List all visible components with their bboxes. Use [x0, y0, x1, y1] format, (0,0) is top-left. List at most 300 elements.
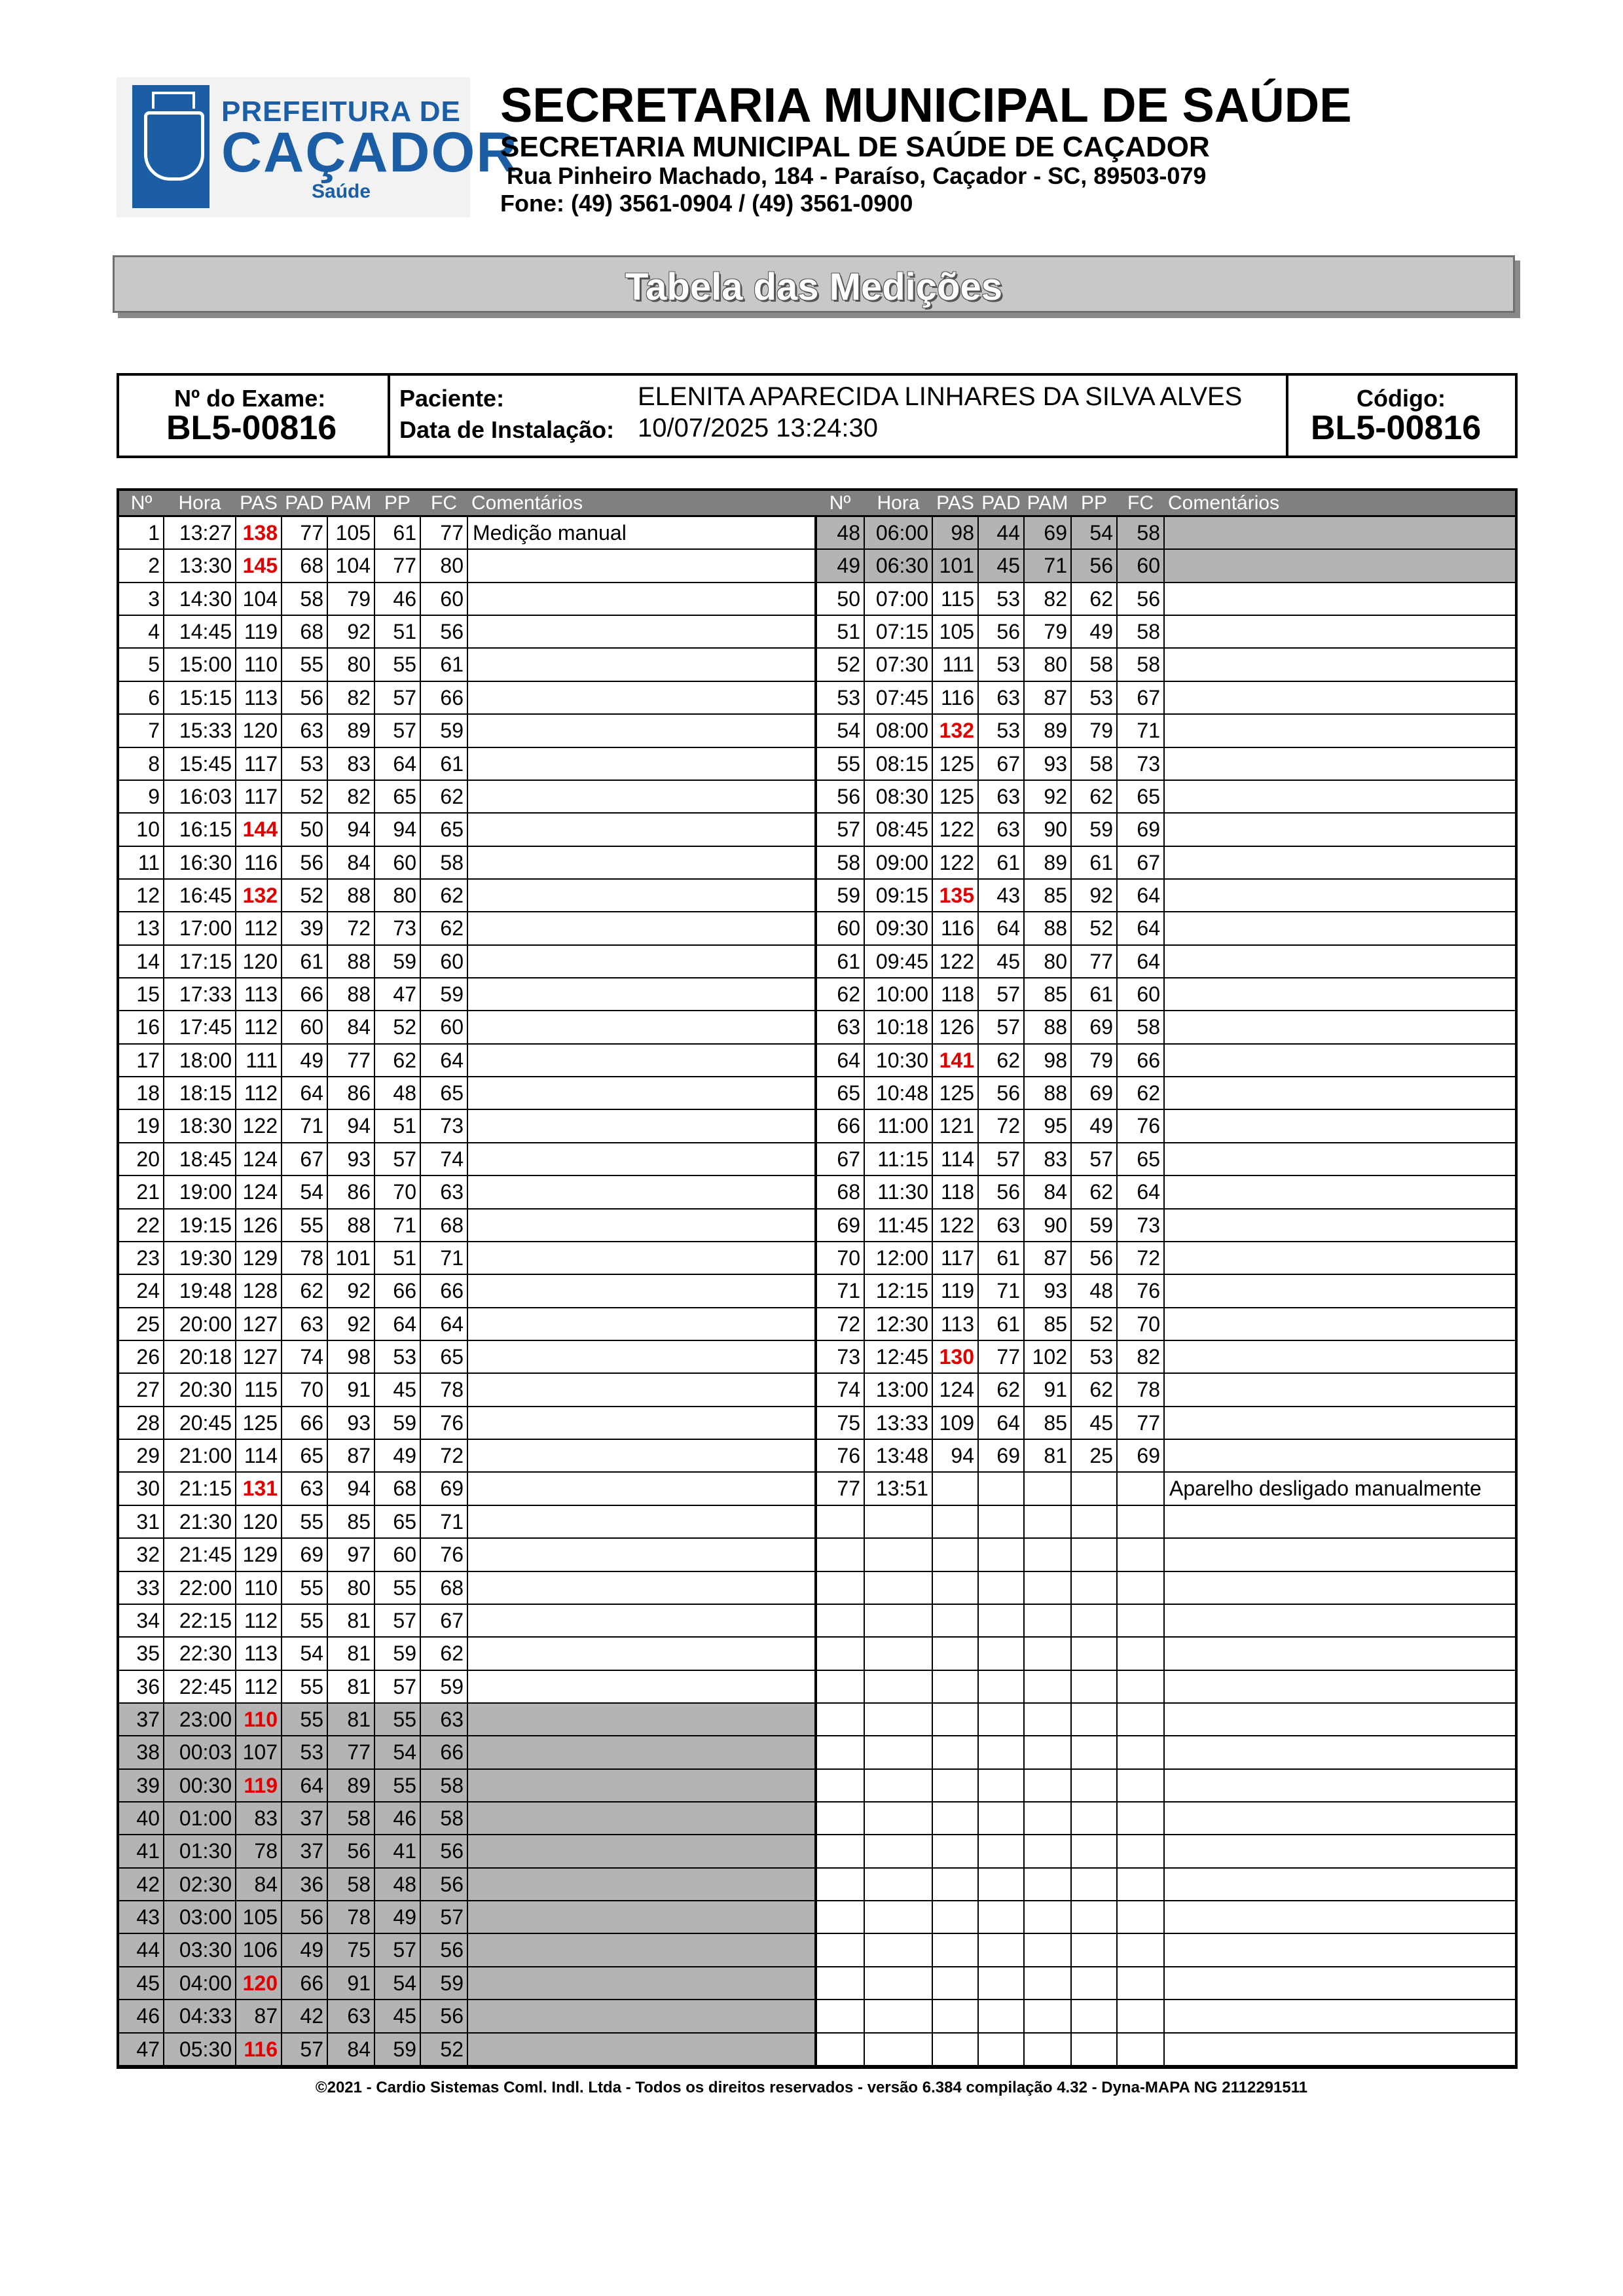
cell-pas: 122: [939, 1213, 974, 1237]
cell-pas: 114: [244, 1444, 278, 1468]
cell-number: 41: [136, 1839, 160, 1863]
cell-hora: 19:00: [179, 1180, 232, 1204]
cell-pas: 132: [939, 719, 974, 743]
cell-pad: 71: [300, 1114, 323, 1138]
cell-pas: 112: [244, 1674, 278, 1698]
cell-pas: 78: [254, 1839, 278, 1863]
cell-pam: 84: [347, 2037, 371, 2061]
cell-com: [467, 1341, 816, 1372]
cell-pas: 84: [254, 1872, 278, 1896]
cell-hora: 19:15: [179, 1213, 232, 1237]
table-row: [816, 1704, 1515, 1736]
cell-pp: 48: [1089, 1279, 1113, 1303]
cell-pas: 117: [244, 784, 278, 808]
cell-pam: 58: [347, 1806, 371, 1831]
cell-fc: 65: [440, 1081, 464, 1105]
cell-number: 56: [837, 784, 860, 808]
cell-pp: 47: [393, 982, 416, 1007]
cell-pas: 120: [242, 719, 278, 743]
cell-pad: 54: [300, 1180, 323, 1204]
cell-pp: 56: [1089, 1246, 1113, 1270]
table-row: [816, 1835, 1515, 1868]
cell-hora: 08:45: [875, 817, 928, 842]
cell-pp: 62: [393, 1048, 416, 1072]
cell-pas: 101: [939, 554, 974, 578]
cell-number: 42: [136, 1872, 160, 1896]
cell-pam: 77: [347, 1048, 371, 1072]
cell-pam: 88: [347, 883, 371, 907]
cell-pas: 138: [242, 521, 278, 545]
cell-pam: 81: [347, 1707, 371, 1731]
cell-com: [467, 1440, 816, 1471]
cell-pp: 64: [393, 1312, 416, 1336]
cell-pad: 63: [996, 784, 1020, 808]
cell-hora: 16:03: [179, 784, 232, 808]
cell-number: 44: [136, 1938, 160, 1962]
table-row: [816, 1770, 1515, 1803]
cell-pas: 115: [940, 586, 974, 611]
cell-number: 75: [837, 1410, 860, 1435]
cell-hora: 11:00: [877, 1114, 928, 1138]
column-header-fc: FC: [1127, 492, 1154, 514]
cell-hora: 13:00: [875, 1378, 928, 1402]
cell-number: 49: [837, 554, 860, 578]
cell-number: 18: [136, 1081, 160, 1105]
cell-number: 11: [137, 850, 160, 874]
cell-fc: 58: [440, 850, 464, 874]
column-header-pp: PP: [1080, 492, 1108, 514]
measurements-table: [117, 488, 1518, 2069]
cell-pam: 90: [1044, 817, 1067, 842]
cell-hora: 12:15: [875, 1279, 928, 1303]
cell-pas: 116: [244, 2037, 278, 2061]
cell-pas: 107: [242, 1740, 278, 1765]
cell-pp: 45: [393, 2004, 416, 2028]
cell-pas: 128: [242, 1279, 278, 1303]
cell-pp: 61: [1089, 850, 1113, 874]
cell-pas: 119: [940, 1279, 974, 1303]
cell-number: 70: [837, 1246, 860, 1270]
cell-pp: 53: [1089, 1345, 1113, 1369]
cell-number: 20: [136, 1147, 160, 1171]
column-header-pp: PP: [384, 492, 411, 514]
table-row: [816, 1638, 1515, 1670]
cell-com: [467, 1506, 816, 1537]
cell-fc: 60: [1137, 554, 1160, 578]
column-divider: [163, 517, 164, 2066]
cell-fc: 59: [440, 1674, 464, 1698]
table-row: [816, 583, 1515, 616]
cell-hora: 13:30: [179, 554, 232, 578]
cell-pam: 82: [347, 784, 371, 808]
cell-pam: 75: [347, 1938, 371, 1962]
cell-pad: 57: [996, 1147, 1020, 1171]
cell-pp: 45: [393, 1378, 416, 1402]
logo-line1: PREFEITURA DE: [221, 96, 461, 128]
cell-pas: 83: [254, 1806, 278, 1831]
column-header-pas: PAS: [936, 492, 974, 514]
cell-pas: 131: [242, 1477, 278, 1501]
cell-hora: 04:33: [179, 2004, 232, 2028]
cell-pp: 65: [393, 1509, 416, 1534]
cell-pas: 122: [939, 949, 974, 973]
table-row: [816, 781, 1515, 814]
cell-pp: 46: [393, 586, 416, 611]
cell-hora: 22:15: [179, 1608, 232, 1632]
cell-hora: 17:33: [179, 982, 232, 1007]
cell-hora: 03:00: [179, 1905, 232, 1929]
cell-com: [467, 1671, 816, 1702]
cell-pas: 115: [244, 1378, 278, 1402]
cell-number: 7: [148, 719, 160, 743]
cell-pad: 64: [300, 1081, 323, 1105]
cell-hora: 22:45: [179, 1674, 232, 1698]
cell-fc: 67: [1137, 850, 1160, 874]
cell-pas: 126: [242, 1213, 278, 1237]
cell-number: 35: [136, 1641, 160, 1666]
cell-pas: 135: [939, 883, 974, 907]
cell-com: [1164, 880, 1515, 911]
cell-com: [1164, 1045, 1515, 1076]
cell-pam: 97: [347, 1543, 371, 1567]
cell-pp: 79: [1089, 1048, 1113, 1072]
table-row: [816, 912, 1515, 945]
cell-number: 28: [136, 1410, 160, 1435]
cell-pas: 122: [242, 1114, 278, 1138]
cell-hora: 12:00: [875, 1246, 928, 1270]
cell-hora: 13:27: [179, 521, 232, 545]
cell-com: [1164, 978, 1515, 1010]
cell-fc: 72: [440, 1444, 464, 1468]
cell-fc: 60: [440, 949, 464, 973]
cell-fc: 64: [1137, 883, 1160, 907]
cell-number: 34: [136, 1608, 160, 1632]
cell-number: 67: [837, 1147, 860, 1171]
cell-pp: 46: [393, 1806, 416, 1831]
cell-number: 77: [837, 1477, 860, 1501]
cell-pp: 55: [393, 1773, 416, 1797]
cell-pam: 71: [1044, 554, 1067, 578]
column-divider: [1116, 517, 1118, 2066]
cell-com: [1164, 1210, 1515, 1241]
cell-hora: 21:00: [179, 1444, 232, 1468]
cell-fc: 61: [440, 653, 464, 677]
cell-pad: 71: [996, 1279, 1020, 1303]
cell-pas: 141: [939, 1048, 974, 1072]
cell-fc: 76: [1137, 1114, 1160, 1138]
cell-pp: 56: [1089, 554, 1113, 578]
cell-hora: 06:30: [875, 554, 928, 578]
cell-number: 62: [837, 982, 860, 1007]
cell-hora: 14:45: [179, 620, 232, 644]
cell-com: [467, 1407, 816, 1439]
cell-pad: 49: [300, 1048, 323, 1072]
cell-hora: 09:00: [875, 850, 928, 874]
cell-pp: 77: [393, 554, 416, 578]
phone: Fone: (49) 3561-0904 / (49) 3561-0900: [500, 190, 913, 217]
cell-com: [467, 550, 816, 581]
table-row: [816, 1011, 1515, 1044]
cell-pp: 48: [393, 1872, 416, 1896]
cell-pad: 63: [300, 719, 323, 743]
cell-pad: 64: [996, 1410, 1020, 1435]
cell-pad: 67: [300, 1147, 323, 1171]
cell-pad: 62: [300, 1279, 323, 1303]
cell-pas: 124: [242, 1180, 278, 1204]
cell-fc: 60: [440, 1015, 464, 1039]
cell-pas: 117: [940, 1246, 974, 1270]
cell-pas: 121: [939, 1114, 974, 1138]
cell-pas: 129: [242, 1246, 278, 1270]
table-row: [816, 1803, 1515, 1835]
cell-pp: 48: [393, 1081, 416, 1105]
cell-fc: 77: [1137, 1410, 1160, 1435]
cell-pad: 57: [996, 1015, 1020, 1039]
cell-fc: 64: [440, 1312, 464, 1336]
table-row: [816, 978, 1515, 1011]
cell-com: [1164, 1275, 1515, 1306]
cell-pad: 37: [300, 1806, 323, 1831]
cell-pam: 81: [347, 1674, 371, 1698]
column-header-hora: Hora: [178, 492, 221, 514]
cell-fc: 56: [440, 620, 464, 644]
cell-pad: 53: [996, 719, 1020, 743]
cell-pam: 84: [347, 850, 371, 874]
cell-pad: 54: [300, 1641, 323, 1666]
cell-hora: 18:30: [179, 1114, 232, 1138]
table-row: [816, 1572, 1515, 1605]
cell-number: 24: [136, 1279, 160, 1303]
cell-number: 15: [136, 982, 160, 1007]
cell-com: [467, 2000, 816, 2032]
logo-line3: Saúde: [312, 181, 371, 202]
cell-number: 48: [837, 521, 860, 545]
cell-pam: 85: [1044, 982, 1067, 1007]
cell-com: [1164, 616, 1515, 647]
cell-pam: 93: [1044, 751, 1067, 776]
cell-com: [1164, 847, 1515, 878]
cell-hora: 19:30: [179, 1246, 232, 1270]
cell-pp: 79: [1089, 719, 1113, 743]
cell-fc: 68: [440, 1575, 464, 1600]
cell-pam: 79: [1044, 620, 1067, 644]
cell-pam: 87: [1044, 685, 1067, 709]
cell-pad: 66: [300, 1971, 323, 1995]
cell-pad: 53: [300, 1740, 323, 1765]
column-header-pam: PAM: [330, 492, 372, 514]
cell-hora: 08:00: [875, 719, 928, 743]
cell-hora: 10:30: [875, 1048, 928, 1072]
cell-com: [1164, 1341, 1515, 1372]
cell-pam: 83: [1044, 1147, 1067, 1171]
cell-fc: 62: [440, 883, 464, 907]
cell-com: [467, 978, 816, 1010]
cell-fc: 58: [1137, 620, 1160, 644]
cell-pas: 112: [244, 1081, 278, 1105]
table-row: [816, 1605, 1515, 1638]
cell-hora: 16:30: [179, 850, 232, 874]
table-row: [816, 1869, 1515, 1901]
cell-com: [467, 583, 816, 615]
cell-pam: 87: [1044, 1246, 1067, 1270]
cell-com: [1164, 682, 1515, 713]
cell-number: 21: [136, 1180, 160, 1204]
cell-fc: 62: [1137, 1081, 1160, 1105]
cell-pp: 65: [393, 784, 416, 808]
logo-line2: CAÇADOR: [221, 121, 519, 184]
half-divider: [814, 517, 817, 2066]
cell-fc: 64: [1137, 1180, 1160, 1204]
cell-com: [467, 715, 816, 746]
cell-com: [467, 1011, 816, 1043]
cell-com: [1164, 1077, 1515, 1109]
cell-fc: 61: [440, 751, 464, 776]
cell-number: 63: [837, 1015, 860, 1039]
cell-pam: 81: [347, 1608, 371, 1632]
cell-pad: 63: [996, 817, 1020, 842]
cell-hora: 14:30: [179, 586, 232, 611]
cell-hora: 13:33: [875, 1410, 928, 1435]
column-divider: [977, 517, 979, 2066]
cell-pas: 105: [242, 1905, 278, 1929]
cell-pp: 59: [1089, 1213, 1113, 1237]
cell-hora: 20:18: [179, 1345, 232, 1369]
exam-info-box: [117, 373, 1518, 458]
cell-pam: 98: [1044, 1048, 1067, 1072]
cell-pam: 89: [1044, 719, 1067, 743]
table-row: [816, 616, 1515, 649]
table-header: [119, 491, 1515, 517]
cell-number: 74: [837, 1378, 860, 1402]
column-header-number: Nº: [130, 492, 153, 514]
cell-fc: 60: [440, 586, 464, 611]
cell-pam: 90: [1044, 1213, 1067, 1237]
cell-pp: 57: [1089, 1147, 1113, 1171]
cell-number: 60: [837, 916, 860, 941]
cell-pam: [1024, 1473, 1071, 1504]
cell-pas: 116: [244, 850, 278, 874]
cell-fc: 64: [1137, 916, 1160, 941]
cell-number: 50: [837, 586, 860, 611]
cell-fc: 69: [1137, 1444, 1160, 1468]
cell-pas: 113: [244, 685, 278, 709]
cell-com: [467, 1473, 816, 1504]
cell-hora: 10:18: [875, 1015, 928, 1039]
cell-pam: 79: [347, 586, 371, 611]
cell-hora: 05:30: [179, 2037, 232, 2061]
column-header-com: Comentários: [1168, 492, 1280, 514]
cell-hora: 07:15: [875, 620, 928, 644]
cell-number: 17: [136, 1048, 160, 1072]
cell-pas: 116: [940, 685, 974, 709]
cell-fc: 65: [1137, 784, 1160, 808]
cell-pad: 63: [996, 685, 1020, 709]
cell-com: [467, 847, 816, 878]
cell-fc: 62: [440, 916, 464, 941]
cell-pad: 50: [300, 817, 323, 842]
cell-number: 39: [136, 1773, 160, 1797]
cell-pad: 62: [996, 1378, 1020, 1402]
cell-pp: 49: [1089, 620, 1113, 644]
table-row: [816, 847, 1515, 880]
cell-pas: 110: [244, 1707, 278, 1731]
cell-com: [467, 1045, 816, 1076]
cell-hora: 03:30: [179, 1938, 232, 1962]
table-row: [816, 649, 1515, 681]
cell-pp: [1071, 1473, 1117, 1504]
cell-fc: 76: [440, 1543, 464, 1567]
cell-pam: 89: [347, 719, 371, 743]
cell-hora: 22:00: [179, 1575, 232, 1600]
table-row: [816, 715, 1515, 747]
cell-pas: 126: [939, 1015, 974, 1039]
column-divider: [864, 517, 865, 2066]
cell-pas: 125: [939, 784, 974, 808]
cell-hora: 23:00: [179, 1707, 232, 1731]
cell-pam: 93: [1044, 1279, 1067, 1303]
cell-com: [467, 1308, 816, 1340]
cell-pas: 116: [940, 916, 974, 941]
cell-pas: 119: [244, 620, 278, 644]
cell-pad: 63: [300, 1312, 323, 1336]
cell-fc: 78: [440, 1378, 464, 1402]
table-row: [816, 1275, 1515, 1308]
cell-hora: 19:48: [179, 1279, 232, 1303]
cell-pad: 58: [300, 586, 323, 611]
cell-number: 73: [837, 1345, 860, 1369]
cell-pp: 60: [393, 850, 416, 874]
cell-pp: 57: [393, 1147, 416, 1171]
cell-com: [467, 1572, 816, 1604]
cell-number: 25: [136, 1312, 160, 1336]
table-row: [816, 1143, 1515, 1176]
cell-hora: 09:15: [875, 883, 928, 907]
table-row: [816, 1341, 1515, 1374]
cell-pam: 92: [347, 1312, 371, 1336]
install-date: 10/07/2025 13:24:30: [638, 414, 879, 442]
cell-com: [467, 1638, 816, 1669]
cell-com: [1164, 649, 1515, 680]
cell-pam: 77: [347, 1740, 371, 1765]
cell-pas: 117: [244, 751, 278, 776]
patient-label: Paciente:: [399, 385, 505, 412]
cell-pp: 58: [1089, 653, 1113, 677]
banner-title: Tabela das Medições: [625, 266, 1002, 308]
cell-hora: 11:45: [877, 1213, 928, 1237]
cell-number: 37: [136, 1707, 160, 1731]
cell-fc: 66: [1137, 1048, 1160, 1072]
cell-fc: 69: [1137, 817, 1160, 842]
cell-pp: 69: [1089, 1015, 1113, 1039]
cell-pad: 74: [300, 1345, 323, 1369]
cell-pad: 55: [300, 1213, 323, 1237]
column-header-pam: PAM: [1027, 492, 1068, 514]
cell-pas: 125: [939, 1081, 974, 1105]
cell-com: Medição manual: [473, 521, 627, 545]
column-divider: [235, 517, 236, 2066]
cell-number: 61: [837, 949, 860, 973]
cell-number: 64: [837, 1048, 860, 1072]
cell-pp: 77: [1089, 949, 1113, 973]
cell-fc: 66: [440, 1740, 464, 1765]
cell-pad: 53: [996, 586, 1020, 611]
cell-pam: 88: [1044, 1015, 1067, 1039]
cell-number: 43: [136, 1905, 160, 1929]
cell-number: 32: [136, 1543, 160, 1567]
column-header-pad: PAD: [285, 492, 324, 514]
cell-pas: 127: [242, 1312, 278, 1336]
cell-hora: 00:30: [179, 1773, 232, 1797]
